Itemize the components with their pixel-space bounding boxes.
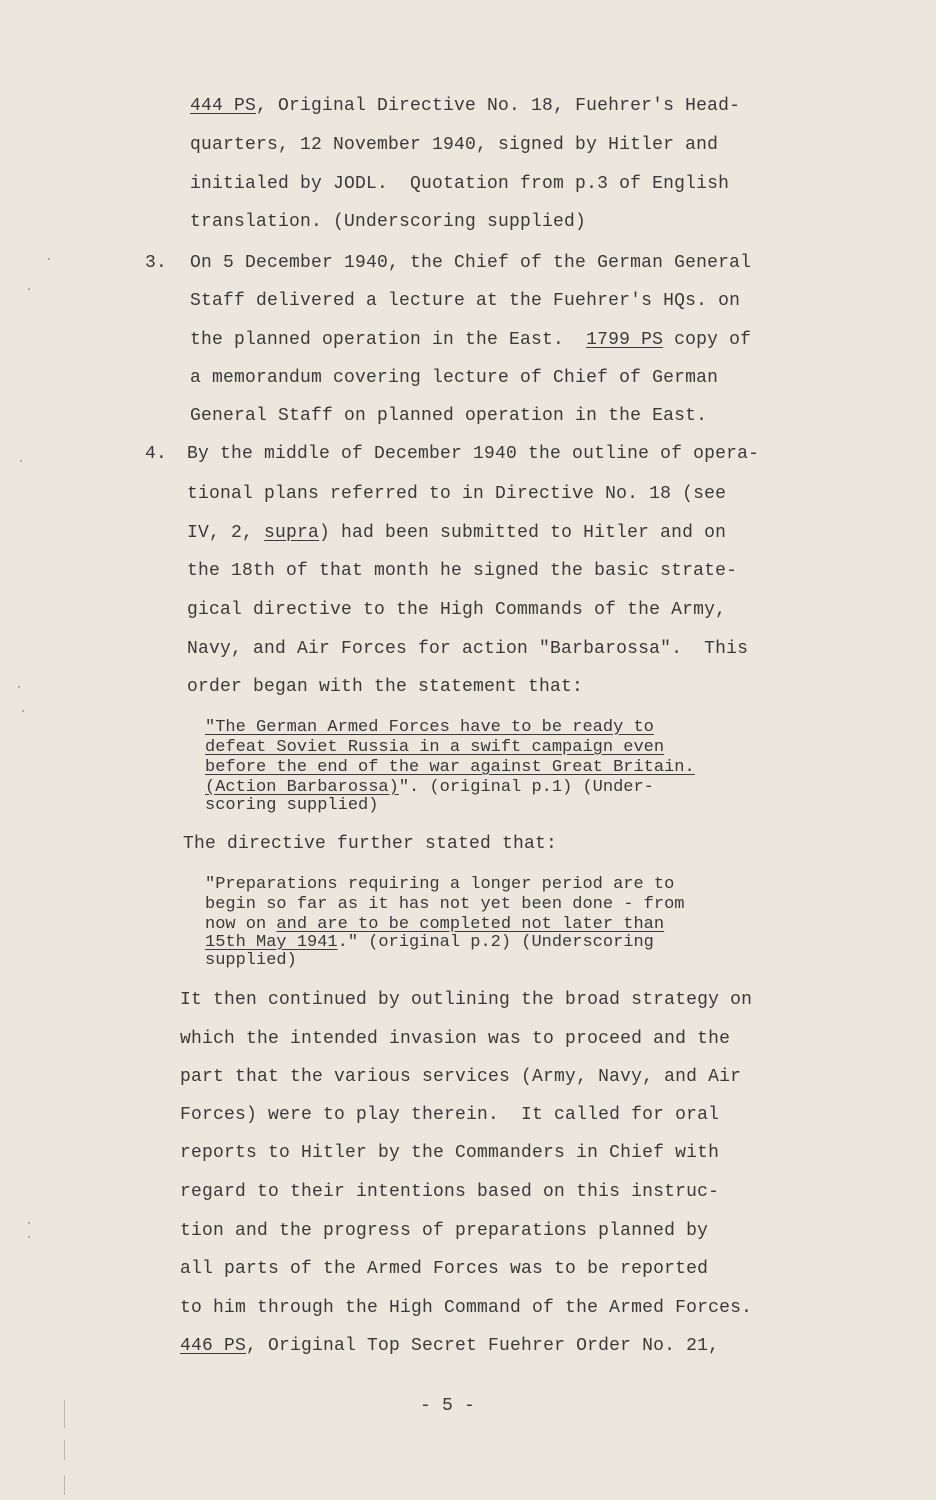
quote2-line-1: "Preparations requiring a longer period are to (205, 875, 675, 894)
cont-line-9: to him through the High Command of the Armed Forces. (180, 1298, 753, 1318)
para4-line-5: gical directive to the High Commands of the Army, (187, 600, 727, 620)
quote2-line-5: supplied) (205, 951, 297, 970)
scan-speck (28, 1236, 30, 1238)
quote1-line-1: "The German Armed Forces have to be ready to (205, 718, 654, 737)
quote2-line-3: now on and are to be completed not later than (205, 915, 665, 934)
para4-line-2: tional plans referred to in Directive No. 18 (see (187, 484, 727, 504)
cont-line-6: regard to their intentions based on this instruc- (180, 1182, 720, 1202)
scan-speck (28, 1222, 30, 1224)
para3-line-1: On 5 December 1940, the Chief of the German General (190, 253, 752, 273)
cont-line-5: reports to Hitler by the Commanders in Chief with (180, 1143, 720, 1163)
quote2-line-2: begin so far as it has not yet been done - from (205, 895, 685, 914)
para4-line-6: Navy, and Air Forces for action "Barbarossa". This (187, 639, 749, 659)
para4-line-1: By the middle of December 1940 the outline of opera- (187, 444, 760, 464)
quote2-line-4: 15th May 1941." (original p.2) (Underscoring (205, 933, 654, 952)
scan-edge-mark (64, 1475, 65, 1495)
scan-speck (20, 460, 22, 462)
para4-line-7: order began with the statement that: (187, 677, 584, 697)
cont-line-1: It then continued by outlining the broad strategy on (180, 990, 753, 1010)
para2-line-3: initialed by JODL. Quotation from p.3 of English (190, 174, 730, 194)
cont-line-7: tion and the progress of preparations planned by (180, 1221, 709, 1241)
cont-line-2: which the intended invasion was to proceed and the (180, 1029, 731, 1049)
cont-line-3: part that the various services (Army, Navy, and Air (180, 1067, 742, 1087)
exhibit-ref-1799ps: 1799 PS (586, 330, 664, 350)
bridge-line: The directive further stated that: (183, 834, 558, 854)
quote1-line-4: (Action Barbarossa)". (original p.1) (Under- (205, 778, 654, 797)
scan-speck (18, 686, 20, 688)
scan-edge-mark (64, 1400, 65, 1428)
para4-number: 4. (145, 444, 168, 464)
page-number: - 5 - (420, 1396, 476, 1416)
scan-edge-mark (64, 1440, 65, 1460)
quote1-line-2: defeat Soviet Russia in a swift campaign even (205, 738, 665, 757)
para3-line-2: Staff delivered a lecture at the Fuehrer's HQs. on (190, 291, 741, 311)
quote1-line-3: before the end of the war against Great Britain. (205, 758, 695, 777)
cont-line-8: all parts of the Armed Forces was to be reported (180, 1259, 709, 1279)
para3-line-3: the planned operation in the East. 1799 PS copy of (190, 330, 752, 350)
scan-speck (28, 288, 30, 290)
para3-line-5: General Staff on planned operation in the East. (190, 406, 708, 426)
para3-number: 3. (145, 253, 168, 273)
cont-line-4: Forces) were to play therein. It called for oral (180, 1105, 720, 1125)
exhibit-ref-444ps: 444 PS (190, 96, 257, 116)
quote1-line-5: scoring supplied) (205, 796, 379, 815)
exhibit-ref-446ps: 446 PS (180, 1336, 247, 1356)
para2-line-4: translation. (Underscoring supplied) (190, 212, 587, 232)
scan-speck (48, 258, 50, 260)
para3-line-4: a memorandum covering lecture of Chief of German (190, 368, 719, 388)
para4-line-4: the 18th of that month he signed the basic strate- (187, 561, 738, 581)
scan-speck (22, 710, 24, 712)
para2-line-2: quarters, 12 November 1940, signed by Hitler and (190, 135, 719, 155)
supra-word: supra (264, 523, 320, 543)
para4-line-3: IV, 2, supra) had been submitted to Hitler and on (187, 523, 727, 543)
para2-line-1: 444 PS, Original Directive No. 18, Fuehrer's Head- (190, 96, 741, 116)
cont-line-10: 446 PS, Original Top Secret Fuehrer Order No. 21, (180, 1336, 720, 1356)
